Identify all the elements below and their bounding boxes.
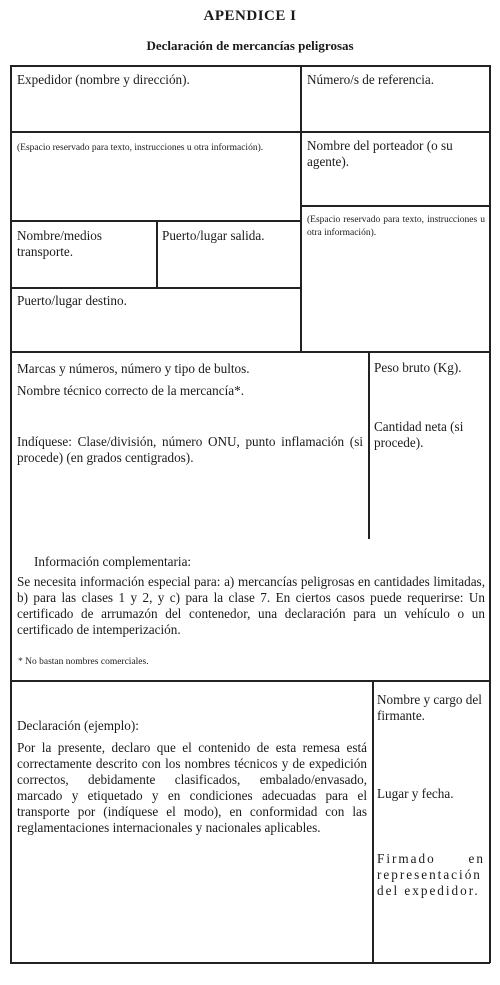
info-complementaria-title: Información complementaria:: [34, 554, 192, 569]
espacio-reservado-der: (Espacio reservado para texto, instrucciones u otra información).: [307, 215, 485, 238]
info-complementaria-text: Se necesita información especial para: a) mercancías peligrosas en cantidades limitadas, b) para las clases 1 y 2, y c) para la clase 7. En ciertos casos puede requerirse: Un certificado de arrumazón del contenedor, una declaración para un vehículo o un certificado de intemperización.: [17, 574, 485, 637]
declaracion-title: Declaración (ejemplo):: [17, 718, 139, 733]
peso-bruto-label: Peso bruto (Kg).: [374, 360, 462, 375]
firmante-label: Nombre y cargo del firmante.: [377, 692, 482, 723]
puerto-salida-label: Puerto/lugar salida.: [162, 228, 265, 243]
medios-transporte-label: Nombre/medios transporte.: [17, 228, 102, 259]
page-subtitle: Declaración de mercancías peligrosas: [146, 38, 354, 53]
referencia-label: Número/s de referencia.: [307, 72, 435, 87]
marcas-label: Marcas y números, número y tipo de bultos.: [17, 361, 250, 376]
indiquese-label: Indíquese: Clase/división, número ONU, punto inflamación (si procede) (en grados centigrados).: [17, 434, 363, 465]
declaracion-text: Por la presente, declaro que el contenido de esta remesa está correctamente descrito con los nombres técnicos y de expedición correctos, debidamente clasificados, embalado/envasado, marcado y etiquetado y en condiciones adecuadas para el transporte por (indíquese el modo), en conformidad con las reglamentaciones internacionales y nacionales aplicables.: [17, 740, 367, 835]
nombre-tecnico-label: Nombre técnico correcto de la mercancía*.: [17, 383, 244, 398]
porteador-label: Nombre del porteador (o su agente).: [307, 138, 453, 169]
espacio-reservado-izq: (Espacio reservado para texto, instrucciones u otra información).: [17, 143, 264, 153]
lugar-fecha-label: Lugar y fecha.: [377, 786, 454, 801]
expedidor-label: Expedidor (nombre y dirección).: [17, 72, 190, 87]
footnote: * No bastan nombres comerciales.: [18, 657, 149, 667]
puerto-destino-label: Puerto/lugar destino.: [17, 293, 127, 308]
page-title: APENDICE I: [203, 8, 297, 24]
firmado-label: Firmado en representación del expedidor.: [377, 851, 485, 898]
cantidad-neta-label: Cantidad neta (si procede).: [374, 419, 464, 450]
